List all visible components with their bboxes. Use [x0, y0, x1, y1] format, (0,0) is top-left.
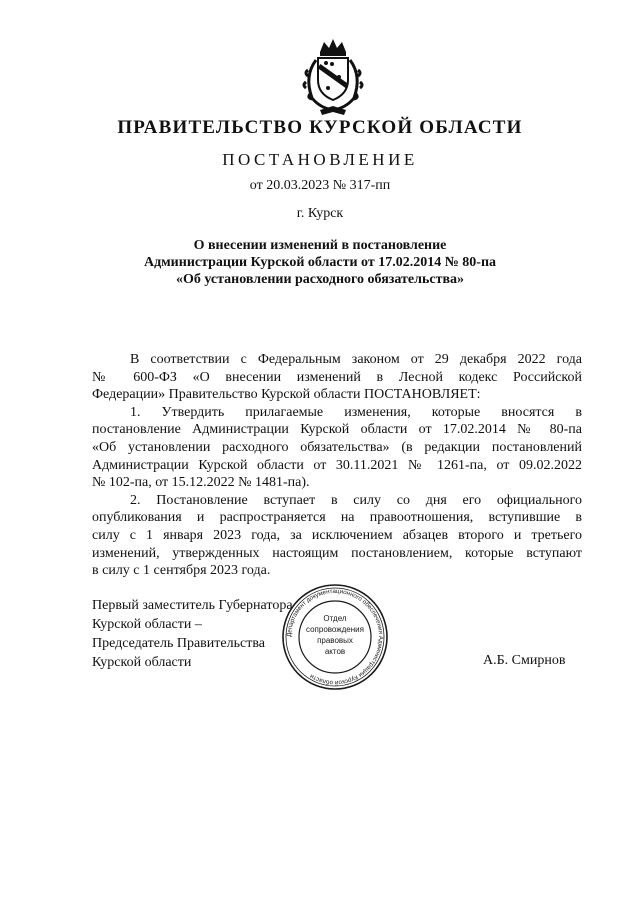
body-line: В соответствии с Федеральным законом от 29 декабря 2022 года — [130, 352, 582, 367]
body-line: Федерации» Правительство Курской области ПОСТАНОВЛЯЕТ: — [92, 387, 481, 403]
body-line: 1. Утвердить прилагаемые изменения, которые вносятся в — [130, 404, 582, 420]
body-line: Администрации Курской области от 30.11.2021 № 1261-па, от 09.02.2022 — [92, 457, 582, 473]
signature-position: Курской области — [92, 655, 192, 670]
signature-block — [92, 596, 293, 672]
subject-line: Администрации Курской области от 17.02.2014 № 80-па — [143, 255, 497, 270]
document-date-number: от 20.03.2023 № 317-пп — [249, 178, 391, 193]
body-line: изменений, утвержденных настоящим постановлением, которые вступают — [92, 545, 582, 561]
subject-line: «Об установлении расходного обязательства» — [175, 272, 465, 287]
body-line: постановление Администрации Курской области от 17.02.2014 № 80-па — [92, 422, 582, 438]
kursk-coat-of-arms-icon — [298, 36, 368, 116]
body-line: опубликования и распространяется на правоотношения, вступившие в — [92, 510, 582, 526]
stamp-ring-text: Департамент документационного обеспечения Администрации Курской области — [285, 587, 385, 687]
signature-position: Курской области – — [92, 617, 202, 632]
document-body — [92, 351, 582, 580]
body-line: в силу с 1 сентября 2023 года. — [92, 563, 271, 579]
body-line: 2. Постановление вступает в силу со дня его официального — [130, 492, 582, 508]
signature-position: Первый заместитель Губернатора — [92, 598, 293, 613]
stamp-center-text: актов — [324, 647, 346, 656]
stamp-center-text: правовых — [317, 636, 353, 645]
body-line: № 600-ФЗ «О внесении изменений в Лесной кодекс Российской — [92, 369, 582, 385]
stamp-seal — [280, 582, 390, 692]
signatory-name: А.Б. Смирнов — [483, 653, 566, 668]
document-city: г. Курск — [296, 206, 344, 221]
document-subject — [0, 237, 640, 288]
signature-position: Председатель Правительства — [92, 636, 265, 651]
government-title: ПРАВИТЕЛЬСТВО КУРСКОЙ ОБЛАСТИ — [117, 117, 523, 138]
body-line: № 102-па, от 15.12.2022 № 1481-па). — [92, 475, 310, 491]
body-line: силу с 1 января 2023 года, за исключением абзацев второго и третьего — [92, 527, 582, 543]
stamp-center-text: Отдел — [323, 614, 347, 623]
body-line: «Об установлении расходного обязательства» (в редакции постановлений — [92, 439, 582, 455]
stamp-center-text: сопровождения — [306, 625, 364, 634]
document-type: ПОСТАНОВЛЕНИЕ — [222, 150, 418, 169]
subject-line: О внесении изменений в постановление — [193, 238, 447, 253]
